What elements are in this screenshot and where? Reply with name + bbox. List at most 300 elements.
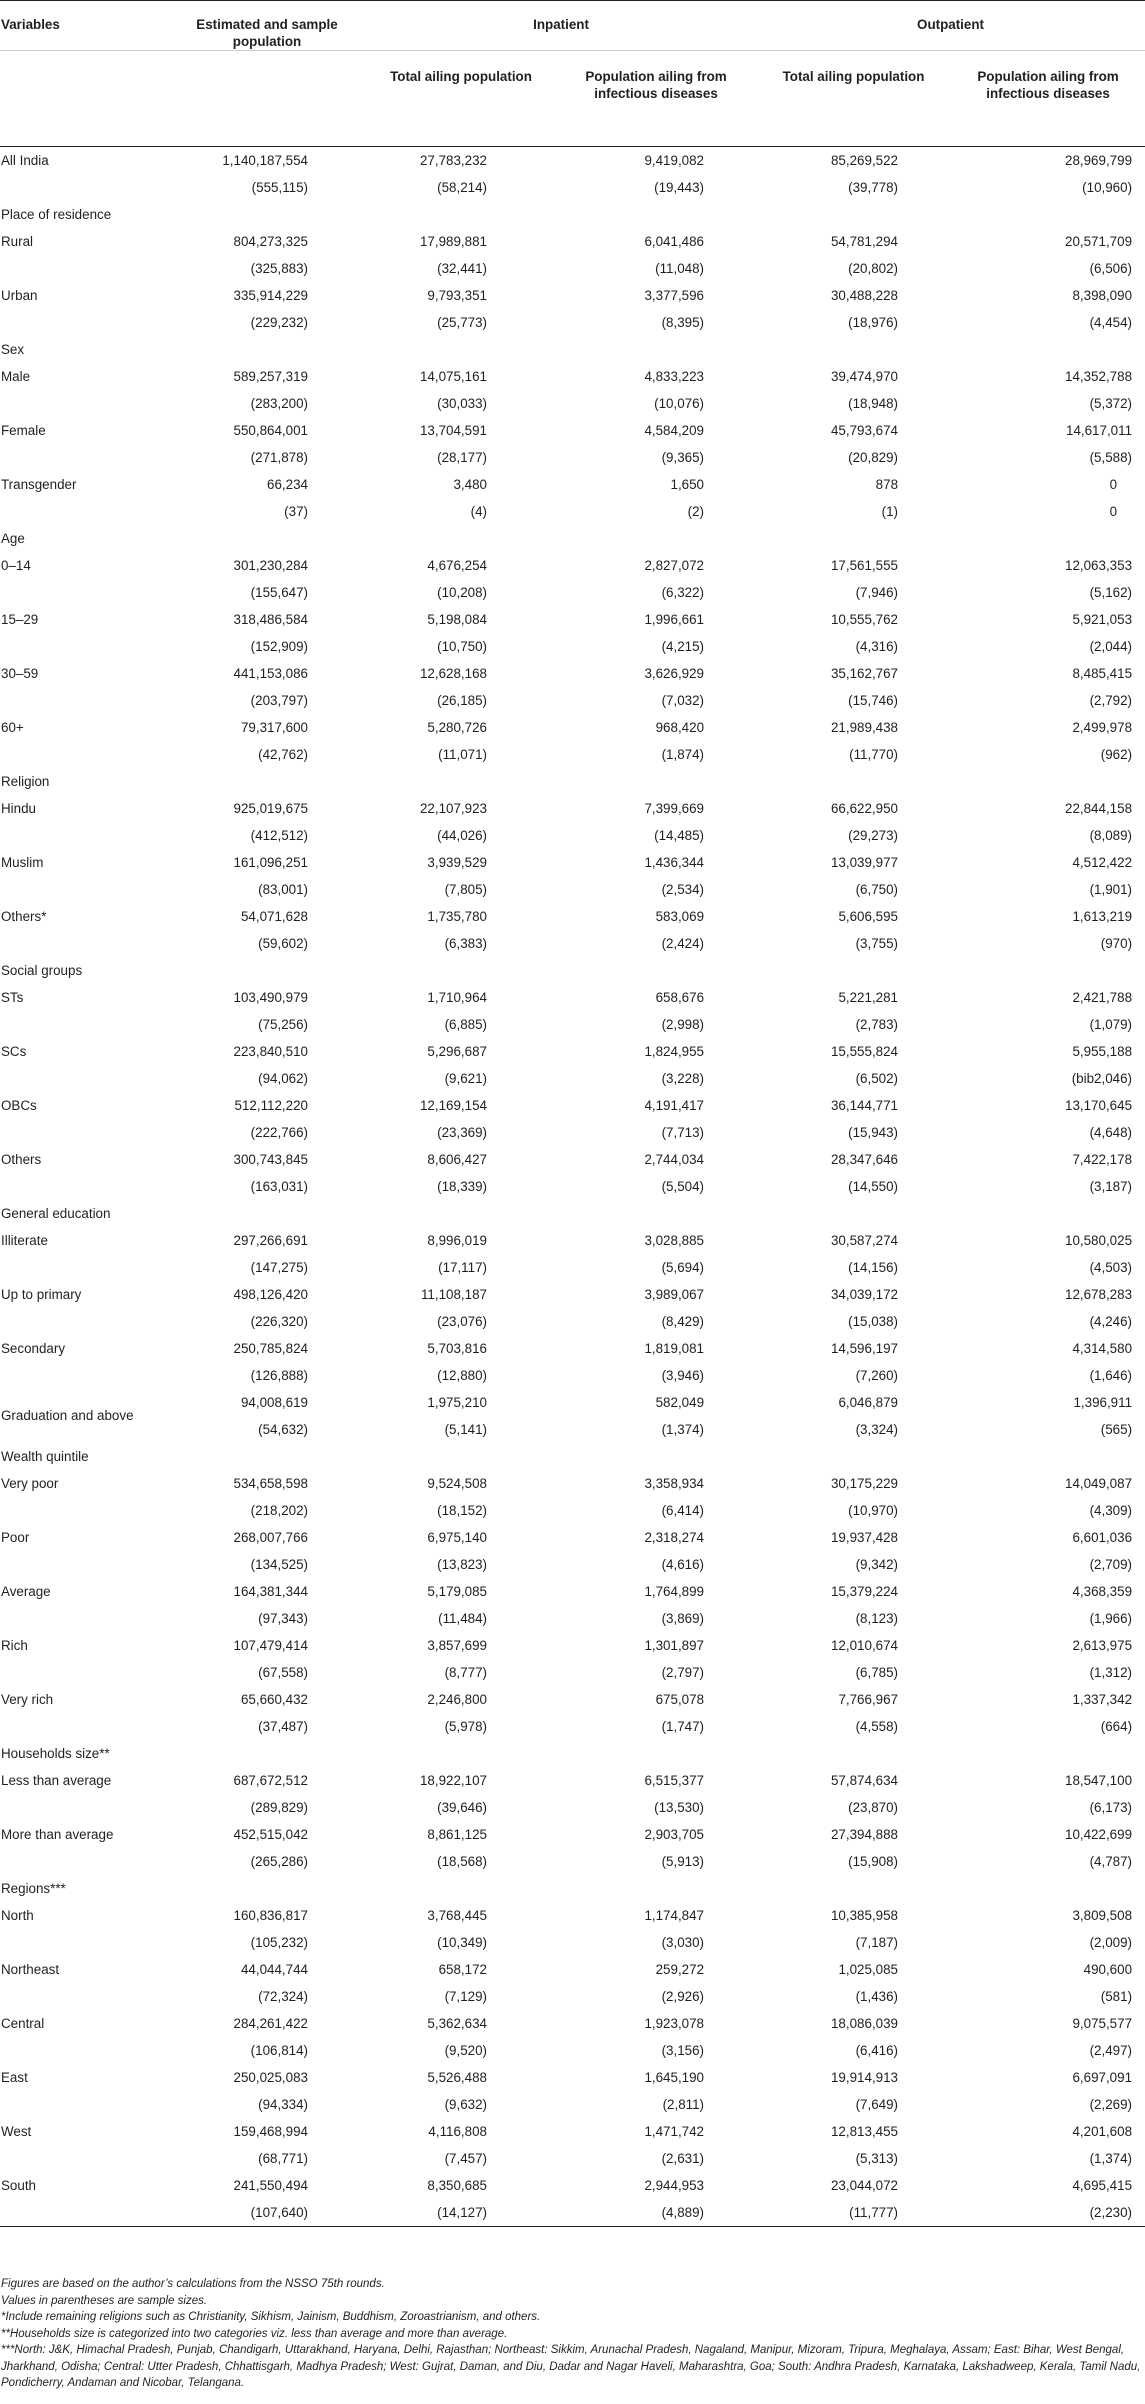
row-label: Less than average xyxy=(1,1772,112,1788)
inpatient-infectious-cell: (6,414) xyxy=(661,1502,705,1518)
inpatient-infectious-cell: 1,650 xyxy=(670,476,705,492)
estimated-population-cell: 589,257,319 xyxy=(233,368,308,384)
outpatient-infectious-cell: (10,960) xyxy=(1082,179,1133,195)
inpatient-infectious-cell: (1,374) xyxy=(661,1421,705,1437)
inpatient-total-cell: 8,996,019 xyxy=(427,1232,487,1248)
table-row xyxy=(0,1848,1145,1875)
inpatient-total-cell: 5,526,488 xyxy=(427,2069,487,2085)
inpatient-infectious-cell: (6,322) xyxy=(661,584,705,600)
inpatient-total-cell: (7,457) xyxy=(444,2150,487,2166)
outpatient-infectious-cell: 5,921,053 xyxy=(1072,611,1133,627)
table-row xyxy=(0,606,1145,633)
outpatient-infectious-cell: 12,063,353 xyxy=(1065,557,1133,573)
estimated-population-cell: 335,914,229 xyxy=(233,287,308,303)
inpatient-infectious-cell: 3,626,929 xyxy=(644,665,705,681)
outpatient-total-cell xyxy=(756,525,951,552)
table-row xyxy=(0,1200,1145,1227)
outpatient-total-cell: 12,010,674 xyxy=(830,1637,899,1653)
estimated-population-cell: (72,324) xyxy=(258,1988,308,2004)
outpatient-total-cell xyxy=(756,201,951,228)
outpatient-infectious-cell xyxy=(951,1443,1145,1470)
footnote: ***North: J&K, Himachal Pradesh, Punjab, Chandigarh, Uttarakhand, Haryana, Delhi, Rajasthan; Northeast: Sikkim, Arunachal Pradesh, Nagaland, Manipur, Mizoram, Tripura, Meghalaya, Assam; East: Bihar, West Bengal, Jharkhand, Odisha; Central: Utter Pradesh, Chhattisgarh, Madhya Pradesh; West: Gujrat, Daman, and Diu, Dadar and Nagar Haveli, Maharashtra, Goa; South: Andhra Pradesh, Karnataka, Lakshadweep, Kerala, Tamil Nadu, Pondicherry, Andaman and Nicobar, Telangana. xyxy=(1,2344,1141,2389)
header-inpatient-infectious: Population ailing from infectious diseases xyxy=(585,69,727,101)
inpatient-total-cell: 14,075,161 xyxy=(419,368,487,384)
inpatient-total-cell: 5,198,084 xyxy=(427,611,487,627)
outpatient-total-cell: (11,777) xyxy=(756,2199,951,2227)
table-row xyxy=(0,174,1145,201)
row-label xyxy=(0,498,168,525)
estimated-population-cell: (42,762) xyxy=(258,746,308,762)
inpatient-infectious-cell: 968,420 xyxy=(655,719,705,735)
inpatient-total-cell: 1,975,210 xyxy=(427,1394,487,1410)
outpatient-infectious-cell: 4,695,415 xyxy=(1072,2177,1133,2193)
outpatient-infectious-cell: 10,580,025 xyxy=(1065,1232,1133,1248)
estimated-population-cell: 44,044,744 xyxy=(240,1961,308,1977)
estimated-population-cell: (147,275) xyxy=(250,1259,308,1275)
estimated-population-cell: 284,261,422 xyxy=(233,2015,308,2031)
inpatient-total-cell: 18,922,107 xyxy=(419,1772,487,1788)
row-label xyxy=(0,741,168,768)
inpatient-infectious-cell: (19,443) xyxy=(654,179,705,195)
outpatient-infectious-cell: 10,422,699 xyxy=(1065,1826,1133,1842)
table-row xyxy=(0,1902,1145,1929)
row-label: Social groups xyxy=(1,962,83,978)
inpatient-infectious-cell: (5,694) xyxy=(661,1259,705,1275)
row-label: General education xyxy=(1,1205,111,1221)
table-row xyxy=(0,2145,1145,2172)
outpatient-total-cell: (6,750) xyxy=(855,881,899,897)
outpatient-infectious-cell: 6,601,036 xyxy=(1072,1529,1133,1545)
inpatient-infectious-cell: 1,764,899 xyxy=(644,1583,705,1599)
table-row xyxy=(0,1281,1145,1308)
table-row xyxy=(0,1443,1145,1470)
row-label: East xyxy=(1,2069,28,2085)
row-label xyxy=(0,1173,168,1200)
inpatient-total-cell: (5,141) xyxy=(444,1421,487,1437)
outpatient-infectious-cell: (4,246) xyxy=(1089,1313,1133,1329)
row-label xyxy=(0,1011,168,1038)
table-row xyxy=(0,552,1145,579)
outpatient-infectious-cell: 0 xyxy=(1109,503,1118,519)
row-label: West xyxy=(1,2123,32,2139)
outpatient-total-cell: (2,783) xyxy=(855,1016,899,1032)
table-row xyxy=(0,282,1145,309)
estimated-population-cell: (289,829) xyxy=(250,1799,308,1815)
table-row xyxy=(0,255,1145,282)
inpatient-infectious-cell: (11,048) xyxy=(655,260,705,276)
inpatient-total-cell xyxy=(366,1740,556,1767)
outpatient-infectious-cell: (1,079) xyxy=(1089,1016,1133,1032)
row-label: Religion xyxy=(1,773,50,789)
table-row xyxy=(0,1146,1145,1173)
outpatient-total-cell: 28,347,646 xyxy=(830,1151,899,1167)
outpatient-total-cell: 18,086,039 xyxy=(830,2015,899,2031)
inpatient-total-cell xyxy=(366,1200,556,1227)
table-body xyxy=(0,147,1145,2227)
inpatient-infectious-cell: 2,744,034 xyxy=(644,1151,705,1167)
outpatient-total-cell: 6,046,879 xyxy=(838,1394,899,1410)
inpatient-total-cell: 1,710,964 xyxy=(427,989,487,1005)
row-label: Very poor xyxy=(1,1475,59,1491)
estimated-population-cell: 66,234 xyxy=(267,476,308,492)
inpatient-infectious-cell: (10,076) xyxy=(654,395,705,411)
inpatient-infectious-cell xyxy=(556,957,756,984)
header-outpatient-total: Total ailing population xyxy=(782,69,925,84)
inpatient-total-cell: (10,208) xyxy=(437,584,487,600)
estimated-population-cell xyxy=(168,768,366,795)
estimated-population-cell: 79,317,600 xyxy=(240,719,308,735)
estimated-population-cell: 161,096,251 xyxy=(233,854,308,870)
inpatient-total-cell: (7,805) xyxy=(444,881,487,897)
row-label: SCs xyxy=(1,1043,27,1059)
inpatient-total-cell: 8,606,427 xyxy=(427,1151,487,1167)
outpatient-infectious-cell: (6,173) xyxy=(1089,1799,1133,1815)
row-label: Hindu xyxy=(1,800,36,816)
row-label: Secondary xyxy=(1,1340,66,1356)
table-row xyxy=(0,768,1145,795)
outpatient-infectious-cell: 7,422,178 xyxy=(1072,1151,1133,1167)
row-label xyxy=(0,1065,168,1092)
outpatient-infectious-cell: (664) xyxy=(1100,1718,1133,1734)
outpatient-total-cell: (7,187) xyxy=(855,1934,899,1950)
inpatient-total-cell: 4,116,808 xyxy=(428,2123,487,2139)
inpatient-infectious-cell: 2,903,705 xyxy=(644,1826,705,1842)
inpatient-total-cell: 9,793,351 xyxy=(427,287,487,303)
table-row xyxy=(0,1605,1145,1632)
inpatient-infectious-cell: (2,998) xyxy=(661,1016,705,1032)
inpatient-total-cell: 27,783,232 xyxy=(366,147,556,175)
outpatient-total-cell: 10,555,762 xyxy=(830,611,899,627)
inpatient-infectious-cell: (3,156) xyxy=(661,2042,705,2058)
inpatient-infectious-cell: 3,358,934 xyxy=(644,1475,705,1491)
row-label: 30–59 xyxy=(1,665,39,681)
outpatient-infectious-cell: (4,503) xyxy=(1089,1259,1133,1275)
table-row xyxy=(0,1335,1145,1362)
inpatient-total-cell: (32,441) xyxy=(437,260,487,276)
inpatient-total-cell: (17,117) xyxy=(438,1259,487,1275)
estimated-population-cell: (229,232) xyxy=(250,314,308,330)
outpatient-total-cell xyxy=(756,957,951,984)
inpatient-infectious-cell xyxy=(556,768,756,795)
outpatient-total-cell: 1,025,085 xyxy=(838,1961,899,1977)
row-label: Sex xyxy=(1,341,25,357)
estimated-population-cell: (271,878) xyxy=(250,449,308,465)
outpatient-total-cell: (1,436) xyxy=(855,1988,899,2004)
outpatient-total-cell: (3,755) xyxy=(855,935,899,951)
outpatient-total-cell: 27,394,888 xyxy=(830,1826,899,1842)
row-label: Place of residence xyxy=(1,206,112,222)
estimated-population-cell: (83,001) xyxy=(258,881,308,897)
estimated-population-cell: 687,672,512 xyxy=(233,1772,308,1788)
outpatient-total-cell: 14,596,197 xyxy=(830,1340,899,1356)
outpatient-infectious-cell: (970) xyxy=(1100,935,1133,951)
inpatient-infectious-cell: 1,471,742 xyxy=(644,2123,705,2139)
outpatient-total-cell: (14,550) xyxy=(848,1178,899,1194)
outpatient-infectious-cell xyxy=(951,336,1145,363)
inpatient-total-cell xyxy=(366,1875,556,1902)
table-row xyxy=(0,876,1145,903)
inpatient-infectious-cell: (3,228) xyxy=(661,1070,705,1086)
inpatient-total-cell: 6,975,140 xyxy=(427,1529,487,1545)
outpatient-total-cell: 13,039,977 xyxy=(830,854,899,870)
inpatient-infectious-cell: 4,584,209 xyxy=(644,422,705,438)
row-label xyxy=(0,1254,168,1281)
inpatient-infectious-cell xyxy=(556,201,756,228)
inpatient-total-cell: (58,214) xyxy=(437,179,487,195)
table-row xyxy=(0,903,1145,930)
row-label: STs xyxy=(1,989,24,1005)
inpatient-infectious-cell xyxy=(556,1875,756,1902)
table-footnotes xyxy=(1,2276,1141,2392)
table-row xyxy=(0,1011,1145,1038)
estimated-population-cell xyxy=(168,957,366,984)
estimated-population-cell: (107,640) xyxy=(168,2199,366,2227)
estimated-population-cell: (134,525) xyxy=(250,1556,308,1572)
row-label xyxy=(0,1551,168,1578)
inpatient-total-cell: 9,524,508 xyxy=(427,1475,487,1491)
estimated-population-cell: 804,273,325 xyxy=(233,233,308,249)
outpatient-total-cell: (9,342) xyxy=(855,1556,899,1572)
outpatient-total-cell xyxy=(756,1875,951,1902)
inpatient-infectious-cell: (8,429) xyxy=(661,1313,705,1329)
table-row xyxy=(0,1659,1145,1686)
estimated-population-cell: 250,785,824 xyxy=(233,1340,308,1356)
estimated-population-cell: (265,286) xyxy=(250,1853,308,1869)
inpatient-infectious-cell: 582,049 xyxy=(655,1394,705,1410)
outpatient-infectious-cell: 4,314,580 xyxy=(1072,1340,1133,1356)
row-label: Rich xyxy=(1,1637,28,1653)
outpatient-infectious-cell: 14,049,087 xyxy=(1065,1475,1133,1491)
outpatient-total-cell: 57,874,634 xyxy=(830,1772,899,1788)
table-header xyxy=(0,1,1145,147)
outpatient-total-cell: (6,785) xyxy=(855,1664,899,1680)
outpatient-infectious-cell: 20,571,709 xyxy=(1065,233,1133,249)
inpatient-infectious-cell xyxy=(556,1443,756,1470)
inpatient-total-cell xyxy=(366,525,556,552)
estimated-population-cell xyxy=(168,1200,366,1227)
row-label: Average xyxy=(1,1583,51,1599)
outpatient-infectious-cell: (8,089) xyxy=(1089,827,1133,843)
inpatient-infectious-cell: 675,078 xyxy=(655,1691,705,1707)
inpatient-infectious-cell: 1,819,081 xyxy=(644,1340,705,1356)
inpatient-total-cell: (10,349) xyxy=(437,1934,487,1950)
table-row xyxy=(0,2010,1145,2037)
inpatient-infectious-cell: (2,797) xyxy=(661,1664,705,1680)
table-row xyxy=(0,1551,1145,1578)
table-row xyxy=(0,2037,1145,2064)
outpatient-total-cell: 12,813,455 xyxy=(830,2123,899,2139)
outpatient-infectious-cell: 2,613,975 xyxy=(1072,1637,1133,1653)
outpatient-total-cell: (11,770) xyxy=(849,746,899,762)
inpatient-infectious-cell: 2,318,274 xyxy=(644,1529,705,1545)
outpatient-infectious-cell: (4,787) xyxy=(1089,1853,1133,1869)
estimated-population-cell: (126,888) xyxy=(250,1367,308,1383)
table-row xyxy=(0,930,1145,957)
estimated-population-cell: (94,062) xyxy=(258,1070,308,1086)
inpatient-infectious-cell: 3,028,885 xyxy=(644,1232,705,1248)
inpatient-infectious-cell: 3,377,596 xyxy=(644,287,705,303)
row-label: North xyxy=(1,1907,34,1923)
estimated-population-cell: 498,126,420 xyxy=(233,1286,308,1302)
estimated-population-cell: (218,202) xyxy=(250,1502,308,1518)
estimated-population-cell: 550,864,001 xyxy=(233,422,308,438)
outpatient-total-cell: (23,870) xyxy=(848,1799,899,1815)
estimated-population-cell: 94,008,619 xyxy=(240,1394,308,1410)
outpatient-total-cell: 34,039,172 xyxy=(830,1286,899,1302)
outpatient-total-cell xyxy=(756,336,951,363)
outpatient-total-cell: 39,474,970 xyxy=(830,368,899,384)
estimated-population-cell: 103,490,979 xyxy=(233,989,308,1005)
inpatient-total-cell: (11,484) xyxy=(438,1610,487,1626)
estimated-population-cell: 441,153,086 xyxy=(233,665,308,681)
inpatient-infectious-cell: 1,645,190 xyxy=(644,2069,705,2085)
inpatient-total-cell: (9,520) xyxy=(444,2042,487,2058)
header-blank xyxy=(0,51,168,147)
estimated-population-cell: (163,031) xyxy=(250,1178,308,1194)
outpatient-total-cell: 45,793,674 xyxy=(830,422,899,438)
row-label: Female xyxy=(1,422,46,438)
estimated-population-cell: (68,771) xyxy=(258,2150,308,2166)
inpatient-total-cell: (23,076) xyxy=(437,1313,487,1329)
estimated-population-cell: (67,558) xyxy=(258,1664,308,1680)
table-row xyxy=(0,201,1145,228)
table-row xyxy=(0,2118,1145,2145)
outpatient-infectious-cell: 13,170,645 xyxy=(1065,1097,1133,1113)
outpatient-infectious-cell: (581) xyxy=(1100,1988,1133,2004)
table-row xyxy=(0,984,1145,1011)
outpatient-infectious-cell: (4,454) xyxy=(1089,314,1133,330)
estimated-population-cell: (75,256) xyxy=(258,1016,308,1032)
row-label: Central xyxy=(1,2015,45,2031)
table-row xyxy=(0,1119,1145,1146)
row-label: Poor xyxy=(1,1529,30,1545)
footnote: Values in parentheses are sample sizes. xyxy=(1,2294,208,2307)
header-blank xyxy=(168,51,366,147)
row-label xyxy=(0,1713,168,1740)
outpatient-total-cell: 19,914,913 xyxy=(830,2069,899,2085)
outpatient-total-cell: 17,561,555 xyxy=(830,557,899,573)
inpatient-infectious-cell: (2,631) xyxy=(661,2150,705,2166)
inpatient-total-cell: (13,823) xyxy=(437,1556,487,1572)
inpatient-total-cell: 13,704,591 xyxy=(419,422,487,438)
estimated-population-cell: (97,343) xyxy=(258,1610,308,1626)
row-label xyxy=(0,2145,168,2172)
outpatient-total-cell: (10,970) xyxy=(848,1502,899,1518)
estimated-population-cell: 223,840,510 xyxy=(233,1043,308,1059)
estimated-population-cell: 300,743,845 xyxy=(233,1151,308,1167)
outpatient-total-cell: 5,606,595 xyxy=(838,908,899,924)
outpatient-total-cell: 30,175,229 xyxy=(830,1475,899,1491)
row-label xyxy=(0,1362,168,1389)
table-row xyxy=(0,714,1145,741)
outpatient-infectious-cell: (1,312) xyxy=(1089,1664,1133,1680)
inpatient-total-cell: (39,646) xyxy=(437,1799,487,1815)
inpatient-total-cell xyxy=(366,957,556,984)
outpatient-infectious-cell: 28,969,799 xyxy=(951,147,1145,175)
inpatient-total-cell: 658,172 xyxy=(438,1961,487,1977)
inpatient-infectious-cell: (5,913) xyxy=(661,1853,705,1869)
outpatient-total-cell: (6,502) xyxy=(855,1070,899,1086)
inpatient-total-cell: 5,296,687 xyxy=(427,1043,487,1059)
table-row xyxy=(0,2064,1145,2091)
estimated-population-cell: 318,486,584 xyxy=(233,611,308,627)
table-row xyxy=(0,1767,1145,1794)
inpatient-infectious-cell: (1,747) xyxy=(661,1718,705,1734)
table-row xyxy=(0,1875,1145,1902)
outpatient-total-cell: 35,162,767 xyxy=(830,665,899,681)
table-row xyxy=(0,579,1145,606)
outpatient-infectious-cell: 5,955,188 xyxy=(1072,1043,1133,1059)
estimated-population-cell: (106,814) xyxy=(250,2042,308,2058)
inpatient-infectious-cell: 6,515,377 xyxy=(644,1772,705,1788)
outpatient-total-cell: (15,908) xyxy=(848,1853,899,1869)
outpatient-infectious-cell: 2,421,788 xyxy=(1072,989,1133,1005)
table-row xyxy=(0,822,1145,849)
outpatient-total-cell xyxy=(756,1443,951,1470)
outpatient-infectious-cell: (565) xyxy=(1100,1421,1133,1437)
inpatient-infectious-cell: (4,215) xyxy=(661,638,705,654)
row-label: OBCs xyxy=(1,1097,37,1113)
outpatient-total-cell: 19,937,428 xyxy=(830,1529,899,1545)
inpatient-infectious-cell: 4,833,223 xyxy=(644,368,705,384)
inpatient-total-cell xyxy=(366,201,556,228)
inpatient-infectious-cell: (9,365) xyxy=(661,449,705,465)
outpatient-infectious-cell: 4,512,422 xyxy=(1072,854,1133,870)
row-label: All India xyxy=(0,147,168,175)
inpatient-infectious-cell: 6,041,486 xyxy=(644,233,705,249)
estimated-population-cell: (203,797) xyxy=(250,692,308,708)
row-label: South xyxy=(1,2177,36,2193)
inpatient-total-cell: 3,857,699 xyxy=(427,1637,487,1653)
row-label xyxy=(0,2091,168,2118)
estimated-population-cell: 107,479,414 xyxy=(233,1637,308,1653)
outpatient-infectious-cell: 8,398,090 xyxy=(1072,287,1133,303)
inpatient-infectious-cell: (2,811) xyxy=(662,2096,705,2112)
outpatient-infectious-cell: (1,966) xyxy=(1089,1610,1133,1626)
inpatient-infectious-cell: 1,301,897 xyxy=(644,1637,705,1653)
estimated-population-cell: 160,836,817 xyxy=(233,1907,308,1923)
estimated-population-cell: (37) xyxy=(284,503,308,519)
outpatient-infectious-cell: (962) xyxy=(1100,746,1133,762)
outpatient-total-cell: 30,488,228 xyxy=(830,287,899,303)
inpatient-total-cell: 5,703,816 xyxy=(427,1340,487,1356)
outpatient-infectious-cell: (bib2,046) xyxy=(1071,1070,1133,1086)
outpatient-total-cell: (14,156) xyxy=(848,1259,899,1275)
estimated-population-cell: 268,007,766 xyxy=(233,1529,308,1545)
inpatient-total-cell: 1,735,780 xyxy=(427,908,487,924)
table-row xyxy=(0,957,1145,984)
table-row xyxy=(0,2199,1145,2227)
outpatient-infectious-cell xyxy=(951,525,1145,552)
inpatient-total-cell: 8,350,685 xyxy=(427,2177,487,2193)
row-label: Up to primary xyxy=(1,1286,82,1302)
inpatient-infectious-cell: 1,436,344 xyxy=(644,854,705,870)
inpatient-total-cell: 3,768,445 xyxy=(427,1907,487,1923)
outpatient-total-cell: 85,269,522 xyxy=(756,147,951,175)
outpatient-infectious-cell: 18,547,100 xyxy=(1065,1772,1133,1788)
inpatient-infectious-cell: (2,424) xyxy=(661,935,705,951)
estimated-population-cell: 250,025,083 xyxy=(233,2069,308,2085)
table-row xyxy=(0,1173,1145,1200)
outpatient-infectious-cell: (6,506) xyxy=(1089,260,1133,276)
row-label xyxy=(0,1929,168,1956)
inpatient-total-cell: 5,362,634 xyxy=(427,2015,487,2031)
outpatient-total-cell: (18,948) xyxy=(848,395,899,411)
inpatient-infectious-cell: (3,869) xyxy=(661,1610,705,1626)
outpatient-total-cell: 54,781,294 xyxy=(830,233,899,249)
inpatient-infectious-cell: (7,032) xyxy=(661,692,705,708)
outpatient-total-cell: 30,587,274 xyxy=(830,1232,899,1248)
